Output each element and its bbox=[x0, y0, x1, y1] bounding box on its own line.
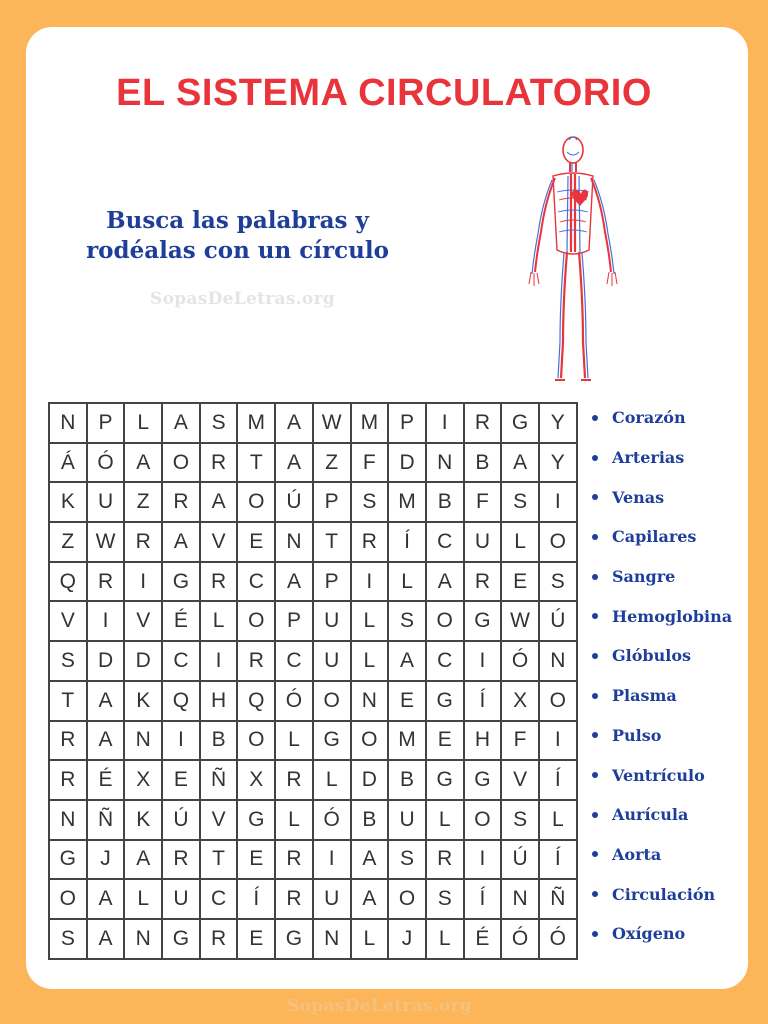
grid-cell[interactable]: M bbox=[389, 722, 427, 762]
grid-cell[interactable]: Ó bbox=[88, 444, 126, 484]
grid-cell[interactable]: V bbox=[125, 602, 163, 642]
grid-cell[interactable]: R bbox=[276, 761, 314, 801]
grid-cell[interactable]: Q bbox=[238, 682, 276, 722]
grid-cell[interactable]: N bbox=[352, 682, 390, 722]
grid-cell[interactable]: A bbox=[427, 563, 465, 603]
grid-cell[interactable]: B bbox=[352, 801, 390, 841]
grid-cell[interactable]: Í bbox=[540, 841, 578, 881]
grid-cell[interactable]: G bbox=[465, 602, 503, 642]
word-list-item bbox=[592, 874, 732, 914]
bullet-icon bbox=[592, 415, 598, 421]
grid-cell[interactable]: W bbox=[314, 404, 352, 444]
grid-cell[interactable]: S bbox=[352, 483, 390, 523]
grid-cell[interactable]: R bbox=[276, 841, 314, 881]
grid-cell[interactable]: K bbox=[125, 682, 163, 722]
grid-cell[interactable]: Í bbox=[465, 682, 503, 722]
grid-cell[interactable]: P bbox=[314, 563, 352, 603]
grid-cell[interactable]: O bbox=[314, 682, 352, 722]
grid-cell[interactable]: L bbox=[125, 404, 163, 444]
grid-cell[interactable]: U bbox=[163, 880, 201, 920]
grid-cell[interactable]: U bbox=[314, 602, 352, 642]
page-title: EL SISTEMA CIRCULATORIO bbox=[116, 72, 652, 114]
grid-cell[interactable]: C bbox=[427, 523, 465, 563]
grid-cell[interactable]: B bbox=[201, 722, 239, 762]
grid-cell[interactable]: Ñ bbox=[201, 761, 239, 801]
grid-cell[interactable]: A bbox=[125, 444, 163, 484]
grid-cell[interactable]: R bbox=[50, 761, 88, 801]
word-label: Pulso bbox=[612, 725, 662, 745]
bullet-icon bbox=[592, 653, 598, 659]
bullet-icon bbox=[592, 931, 598, 937]
word-label: Venas bbox=[612, 487, 665, 507]
grid-cell[interactable]: R bbox=[88, 563, 126, 603]
grid-cell[interactable]: T bbox=[50, 682, 88, 722]
grid-cell[interactable]: H bbox=[201, 682, 239, 722]
word-list bbox=[592, 398, 732, 954]
bullet-icon bbox=[592, 534, 598, 540]
grid-cell[interactable]: A bbox=[88, 920, 126, 960]
grid-cell[interactable]: J bbox=[88, 841, 126, 881]
grid-cell[interactable]: S bbox=[540, 563, 578, 603]
grid-cell[interactable]: O bbox=[352, 722, 390, 762]
grid-cell[interactable]: Í bbox=[389, 523, 427, 563]
grid-cell[interactable]: A bbox=[88, 682, 126, 722]
grid-cell[interactable]: Z bbox=[125, 483, 163, 523]
grid-cell[interactable]: S bbox=[502, 801, 540, 841]
grid-cell[interactable]: S bbox=[50, 920, 88, 960]
grid-cell[interactable]: D bbox=[125, 642, 163, 682]
word-search-grid[interactable] bbox=[48, 402, 578, 960]
grid-cell[interactable]: E bbox=[238, 523, 276, 563]
grid-cell[interactable]: Ñ bbox=[88, 801, 126, 841]
grid-cell[interactable]: S bbox=[389, 841, 427, 881]
grid-cell[interactable]: O bbox=[50, 880, 88, 920]
grid-cell[interactable]: D bbox=[389, 444, 427, 484]
grid-cell[interactable]: Z bbox=[50, 523, 88, 563]
grid-cell[interactable]: I bbox=[314, 841, 352, 881]
grid-cell[interactable]: É bbox=[465, 920, 503, 960]
grid-cell[interactable]: E bbox=[427, 722, 465, 762]
bullet-icon bbox=[592, 613, 598, 619]
grid-cell[interactable]: Ó bbox=[276, 682, 314, 722]
grid-cell[interactable]: A bbox=[276, 404, 314, 444]
word-list-item bbox=[592, 795, 732, 835]
grid-cell[interactable]: R bbox=[352, 523, 390, 563]
grid-cell[interactable]: U bbox=[88, 483, 126, 523]
grid-cell[interactable]: G bbox=[465, 761, 503, 801]
grid-cell[interactable]: Q bbox=[163, 682, 201, 722]
grid-cell[interactable]: I bbox=[125, 563, 163, 603]
grid-cell[interactable]: É bbox=[163, 602, 201, 642]
bullet-icon bbox=[592, 851, 598, 857]
bullet-icon bbox=[592, 494, 598, 500]
grid-cell[interactable]: F bbox=[502, 722, 540, 762]
word-label: Glóbulos bbox=[612, 646, 691, 666]
bullet-icon bbox=[592, 693, 598, 699]
grid-cell[interactable]: V bbox=[502, 761, 540, 801]
grid-cell[interactable]: N bbox=[125, 920, 163, 960]
grid-cell[interactable]: E bbox=[238, 920, 276, 960]
grid-cell[interactable]: O bbox=[465, 801, 503, 841]
grid-cell[interactable]: F bbox=[465, 483, 503, 523]
grid-cell[interactable]: A bbox=[88, 722, 126, 762]
grid-cell[interactable]: L bbox=[201, 602, 239, 642]
grid-cell[interactable]: Ó bbox=[314, 801, 352, 841]
grid-cell[interactable]: C bbox=[163, 642, 201, 682]
grid-cell[interactable]: A bbox=[502, 444, 540, 484]
grid-cell[interactable]: R bbox=[276, 880, 314, 920]
word-label: Aurícula bbox=[612, 805, 689, 825]
word-list-item bbox=[592, 557, 732, 597]
grid-cell[interactable]: R bbox=[465, 404, 503, 444]
grid-cell[interactable]: A bbox=[276, 444, 314, 484]
grid-cell[interactable]: Á bbox=[50, 444, 88, 484]
grid-cell[interactable]: W bbox=[502, 602, 540, 642]
grid-cell[interactable]: X bbox=[502, 682, 540, 722]
grid-cell[interactable]: U bbox=[389, 801, 427, 841]
grid-cell[interactable]: L bbox=[502, 523, 540, 563]
grid-cell[interactable]: G bbox=[163, 920, 201, 960]
grid-cell[interactable]: A bbox=[125, 841, 163, 881]
word-list-item bbox=[592, 477, 732, 517]
grid-cell[interactable]: I bbox=[465, 841, 503, 881]
word-list-item bbox=[592, 438, 732, 478]
grid-cell[interactable]: T bbox=[238, 444, 276, 484]
grid-cell[interactable]: L bbox=[427, 801, 465, 841]
grid-cell[interactable]: M bbox=[238, 404, 276, 444]
grid-cell[interactable]: Y bbox=[540, 444, 578, 484]
grid-cell[interactable]: X bbox=[238, 761, 276, 801]
word-label: Ventrículo bbox=[612, 765, 705, 785]
word-label: Hemoglobina bbox=[612, 606, 733, 626]
word-list-item bbox=[592, 914, 732, 954]
grid-cell[interactable]: L bbox=[352, 920, 390, 960]
grid-cell[interactable]: Z bbox=[314, 444, 352, 484]
word-label: Oxígeno bbox=[612, 924, 686, 944]
grid-cell[interactable]: L bbox=[427, 920, 465, 960]
grid-cell[interactable]: Ó bbox=[502, 920, 540, 960]
grid-cell[interactable]: L bbox=[352, 602, 390, 642]
grid-cell[interactable]: L bbox=[314, 761, 352, 801]
grid-cell[interactable]: A bbox=[88, 880, 126, 920]
grid-cell[interactable]: O bbox=[540, 682, 578, 722]
word-label: Arterias bbox=[612, 448, 685, 468]
grid-cell[interactable]: J bbox=[389, 920, 427, 960]
grid-cell[interactable]: G bbox=[238, 801, 276, 841]
grid-cell[interactable]: M bbox=[352, 404, 390, 444]
grid-cell[interactable]: Ú bbox=[163, 801, 201, 841]
grid-cell[interactable]: Y bbox=[540, 404, 578, 444]
grid-cell[interactable]: C bbox=[276, 642, 314, 682]
grid-cell[interactable]: A bbox=[163, 523, 201, 563]
grid-cell[interactable]: Í bbox=[238, 880, 276, 920]
grid-cell[interactable]: R bbox=[163, 483, 201, 523]
grid-cell[interactable]: N bbox=[125, 722, 163, 762]
grid-cell[interactable]: I bbox=[201, 642, 239, 682]
grid-cell[interactable]: D bbox=[88, 642, 126, 682]
grid-cell[interactable]: T bbox=[201, 841, 239, 881]
grid-cell[interactable]: E bbox=[163, 761, 201, 801]
word-list-item bbox=[592, 716, 732, 756]
grid-cell[interactable]: R bbox=[50, 722, 88, 762]
grid-cell[interactable]: Ó bbox=[502, 642, 540, 682]
grid-cell[interactable]: S bbox=[201, 404, 239, 444]
grid-cell[interactable]: L bbox=[276, 801, 314, 841]
instructions bbox=[70, 206, 405, 266]
grid-cell[interactable]: L bbox=[540, 801, 578, 841]
grid-cell[interactable]: R bbox=[427, 841, 465, 881]
grid-cell[interactable]: L bbox=[276, 722, 314, 762]
instructions-line-2: rodéalas con un círculo bbox=[86, 237, 389, 264]
grid-cell[interactable]: S bbox=[502, 483, 540, 523]
word-label: Capilares bbox=[612, 527, 697, 547]
grid-cell[interactable]: R bbox=[201, 563, 239, 603]
grid-cell[interactable]: G bbox=[427, 761, 465, 801]
grid-cell[interactable]: I bbox=[540, 722, 578, 762]
grid-cell[interactable]: N bbox=[540, 642, 578, 682]
grid-cell[interactable]: E bbox=[502, 563, 540, 603]
grid-cell[interactable]: R bbox=[163, 841, 201, 881]
grid-cell[interactable]: U bbox=[314, 642, 352, 682]
grid-cell[interactable]: R bbox=[238, 642, 276, 682]
grid-cell[interactable]: A bbox=[352, 880, 390, 920]
grid-cell[interactable]: O bbox=[238, 602, 276, 642]
grid-cell[interactable]: A bbox=[276, 563, 314, 603]
watermark: SopasDeLetras.org bbox=[150, 289, 336, 309]
word-label: Plasma bbox=[612, 686, 677, 706]
grid-cell[interactable]: X bbox=[125, 761, 163, 801]
grid-cell[interactable]: E bbox=[238, 841, 276, 881]
grid-cell[interactable]: V bbox=[201, 801, 239, 841]
word-list-item bbox=[592, 636, 732, 676]
grid-cell[interactable]: L bbox=[389, 563, 427, 603]
word-label: Corazón bbox=[612, 408, 686, 428]
grid-cell[interactable]: G bbox=[276, 920, 314, 960]
bullet-icon bbox=[592, 574, 598, 580]
grid-cell[interactable]: D bbox=[352, 761, 390, 801]
bullet-icon bbox=[592, 455, 598, 461]
instructions-line-1: Busca las palabras y bbox=[106, 207, 369, 234]
grid-cell[interactable]: I bbox=[352, 563, 390, 603]
grid-cell[interactable]: C bbox=[238, 563, 276, 603]
grid-cell[interactable]: P bbox=[314, 483, 352, 523]
bullet-icon bbox=[592, 732, 598, 738]
grid-cell[interactable]: F bbox=[352, 444, 390, 484]
word-list-item bbox=[592, 596, 732, 636]
grid-cell[interactable]: N bbox=[276, 523, 314, 563]
word-list-item bbox=[592, 755, 732, 795]
grid-cell[interactable]: N bbox=[314, 920, 352, 960]
grid-cell[interactable]: W bbox=[88, 523, 126, 563]
watermark-bottom: SopasDeLetras.org bbox=[287, 996, 473, 1016]
grid-cell[interactable]: C bbox=[427, 642, 465, 682]
circulatory-system-illustration bbox=[525, 132, 620, 387]
grid-cell[interactable]: A bbox=[163, 404, 201, 444]
word-label: Sangre bbox=[612, 567, 676, 587]
grid-cell[interactable]: O bbox=[389, 880, 427, 920]
bullet-icon bbox=[592, 891, 598, 897]
grid-cell[interactable]: I bbox=[88, 602, 126, 642]
grid-cell[interactable]: R bbox=[465, 563, 503, 603]
grid-cell[interactable]: G bbox=[502, 404, 540, 444]
grid-cell[interactable]: A bbox=[352, 841, 390, 881]
grid-cell[interactable]: I bbox=[465, 642, 503, 682]
grid-cell[interactable]: K bbox=[125, 801, 163, 841]
grid-cell[interactable]: Ó bbox=[540, 920, 578, 960]
grid-cell[interactable]: O bbox=[427, 602, 465, 642]
grid-cell[interactable]: Q bbox=[50, 563, 88, 603]
grid-cell[interactable]: V bbox=[201, 523, 239, 563]
grid-cell[interactable]: R bbox=[201, 920, 239, 960]
grid-cell[interactable]: A bbox=[201, 483, 239, 523]
grid-cell[interactable]: É bbox=[88, 761, 126, 801]
grid-cell[interactable]: U bbox=[314, 880, 352, 920]
word-label: Circulación bbox=[612, 884, 716, 904]
word-label: Aorta bbox=[612, 844, 662, 864]
bullet-icon bbox=[592, 772, 598, 778]
grid-cell[interactable]: Ú bbox=[502, 841, 540, 881]
grid-cell[interactable]: Í bbox=[465, 880, 503, 920]
grid-cell[interactable]: Ú bbox=[540, 602, 578, 642]
grid-cell[interactable]: K bbox=[50, 483, 88, 523]
grid-cell[interactable]: L bbox=[352, 642, 390, 682]
grid-cell[interactable]: I bbox=[427, 404, 465, 444]
grid-cell[interactable]: E bbox=[389, 682, 427, 722]
grid-cell[interactable]: G bbox=[163, 563, 201, 603]
grid-cell[interactable]: U bbox=[465, 523, 503, 563]
grid-cell[interactable]: B bbox=[389, 761, 427, 801]
grid-cell[interactable]: S bbox=[389, 602, 427, 642]
grid-cell[interactable]: A bbox=[389, 642, 427, 682]
grid-cell[interactable]: P bbox=[389, 404, 427, 444]
grid-cell[interactable]: O bbox=[238, 722, 276, 762]
grid-cell[interactable]: M bbox=[389, 483, 427, 523]
grid-cell[interactable]: I bbox=[540, 483, 578, 523]
grid-cell[interactable]: S bbox=[427, 880, 465, 920]
bullet-icon bbox=[592, 812, 598, 818]
grid-cell[interactable]: B bbox=[465, 444, 503, 484]
grid-cell[interactable]: B bbox=[427, 483, 465, 523]
word-list-item bbox=[592, 835, 732, 875]
grid-cell[interactable]: N bbox=[50, 801, 88, 841]
grid-cell[interactable]: G bbox=[427, 682, 465, 722]
grid-cell[interactable]: R bbox=[125, 523, 163, 563]
word-list-item bbox=[592, 517, 732, 557]
grid-cell[interactable]: I bbox=[163, 722, 201, 762]
word-list-item bbox=[592, 676, 732, 716]
grid-cell[interactable]: O bbox=[540, 523, 578, 563]
grid-cell[interactable]: G bbox=[50, 841, 88, 881]
grid-cell[interactable]: Ñ bbox=[540, 880, 578, 920]
grid-cell[interactable]: N bbox=[427, 444, 465, 484]
grid-cell[interactable]: P bbox=[276, 602, 314, 642]
grid-cell[interactable]: R bbox=[201, 444, 239, 484]
grid-cell[interactable]: O bbox=[238, 483, 276, 523]
grid-cell[interactable]: P bbox=[88, 404, 126, 444]
grid-cell[interactable]: L bbox=[125, 880, 163, 920]
grid-cell[interactable]: N bbox=[50, 404, 88, 444]
grid-cell[interactable]: O bbox=[163, 444, 201, 484]
grid-cell[interactable]: V bbox=[50, 602, 88, 642]
grid-cell[interactable]: G bbox=[314, 722, 352, 762]
grid-cell[interactable]: S bbox=[50, 642, 88, 682]
grid-cell[interactable]: Ú bbox=[276, 483, 314, 523]
grid-cell[interactable]: N bbox=[502, 880, 540, 920]
grid-cell[interactable]: T bbox=[314, 523, 352, 563]
grid-cell[interactable]: C bbox=[201, 880, 239, 920]
grid-cell[interactable]: H bbox=[465, 722, 503, 762]
grid-cell[interactable]: Í bbox=[540, 761, 578, 801]
word-list-item bbox=[592, 398, 732, 438]
